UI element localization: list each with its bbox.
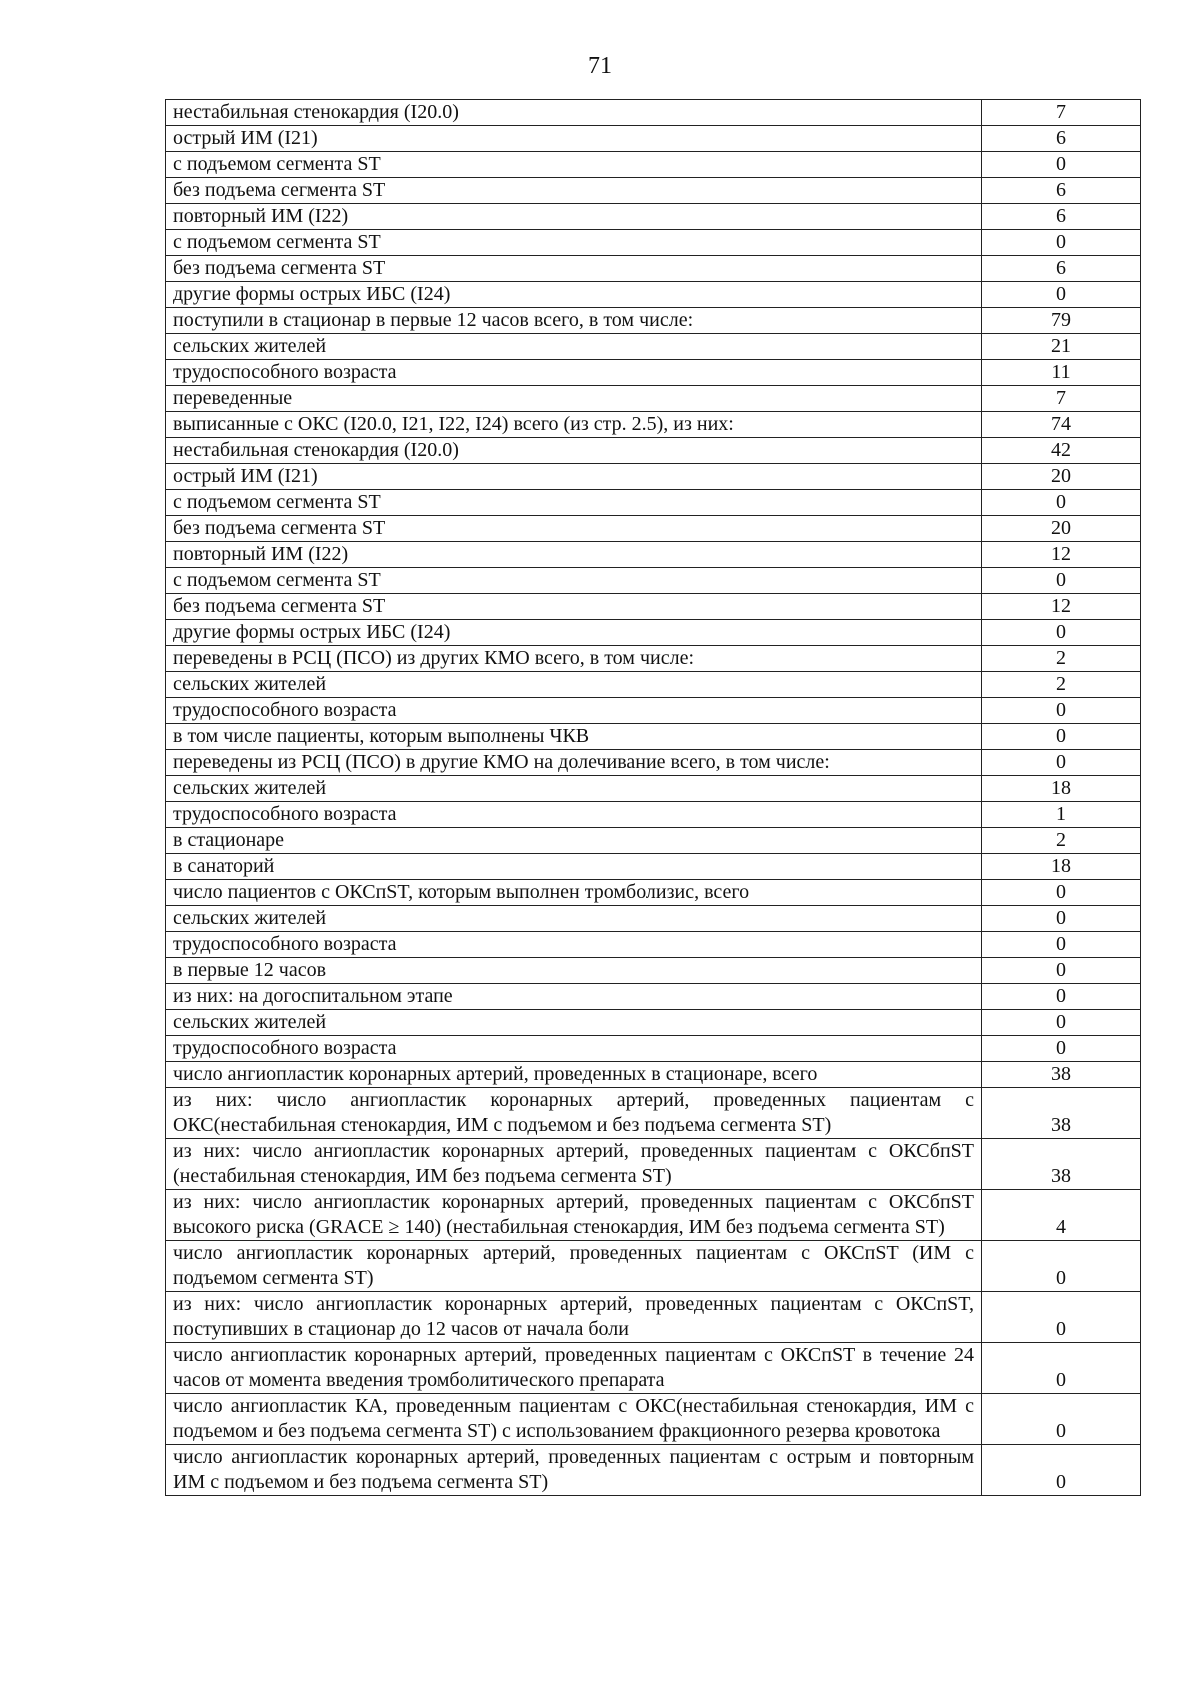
table-row [166, 958, 1141, 984]
row-label: без подъема сегмента ST [166, 256, 982, 282]
table-row [166, 1088, 1141, 1139]
row-value: 0 [982, 152, 1141, 178]
table-row [166, 1139, 1141, 1190]
table-row [166, 282, 1141, 308]
row-value: 0 [982, 932, 1141, 958]
row-label: в стационаре [166, 828, 982, 854]
row-value: 0 [982, 230, 1141, 256]
table-row [166, 932, 1141, 958]
row-label: сельских жителей [166, 906, 982, 932]
table-row [166, 386, 1141, 412]
row-label: число ангиопластик КА, проведенным пациентам с ОКС(нестабильная стенокардия, ИМ с подъемом и без подъема сегмента ST) с использованием фракционного резерва кровотока [166, 1394, 982, 1445]
table-row [166, 672, 1141, 698]
row-value: 0 [982, 1036, 1141, 1062]
table-row [166, 594, 1141, 620]
table-row [166, 802, 1141, 828]
row-label: с подъемом сегмента ST [166, 490, 982, 516]
table-row [166, 100, 1141, 126]
row-label: число ангиопластик коронарных артерий, проведенных в стационаре, всего [166, 1062, 982, 1088]
row-value: 38 [982, 1088, 1141, 1139]
row-value: 74 [982, 412, 1141, 438]
row-label: переведены из РСЦ (ПСО) в другие КМО на долечивание всего, в том числе: [166, 750, 982, 776]
row-value: 0 [982, 1394, 1141, 1445]
row-label: поступили в стационар в первые 12 часов всего, в том числе: [166, 308, 982, 334]
row-label: без подъема сегмента ST [166, 178, 982, 204]
row-value: 0 [982, 906, 1141, 932]
table-row [166, 1062, 1141, 1088]
table-row [166, 1445, 1141, 1496]
table-row [166, 854, 1141, 880]
row-value: 2 [982, 828, 1141, 854]
row-value: 12 [982, 594, 1141, 620]
row-value: 11 [982, 360, 1141, 386]
row-value: 0 [982, 750, 1141, 776]
row-label: другие формы острых ИБС (I24) [166, 620, 982, 646]
row-label: из них: число ангиопластик коронарных артерий, проведенных пациентам с ОКСбпST высокого риска (GRACE ≥ 140) (нестабильная стенокардия, ИМ без подъема сегмента ST) [166, 1190, 982, 1241]
row-label: в санаторий [166, 854, 982, 880]
row-label: из них: число ангиопластик коронарных артерий, проведенных пациентам с ОКСпST, поступивших в стационар до 12 часов от начала боли [166, 1292, 982, 1343]
row-value: 0 [982, 698, 1141, 724]
row-label: нестабильная стенокардия (I20.0) [166, 100, 982, 126]
row-label: в том числе пациенты, которым выполнены ЧКВ [166, 724, 982, 750]
row-label: повторный ИМ (I22) [166, 204, 982, 230]
row-label: число ангиопластик коронарных артерий, проведенных пациентам с ОКСпST в течение 24 часов от момента введения тромболитического препарата [166, 1343, 982, 1394]
row-label: трудоспособного возраста [166, 802, 982, 828]
row-label: трудоспособного возраста [166, 698, 982, 724]
table-row [166, 906, 1141, 932]
row-label: сельских жителей [166, 1010, 982, 1036]
row-label: число ангиопластик коронарных артерий, проведенных пациентам с острым и повторным ИМ с подъемом и без подъема сегмента ST) [166, 1445, 982, 1496]
row-value: 18 [982, 776, 1141, 802]
table-row [166, 1036, 1141, 1062]
row-label: острый ИМ (I21) [166, 464, 982, 490]
row-value: 0 [982, 490, 1141, 516]
report-table [165, 99, 1141, 1496]
row-value: 6 [982, 204, 1141, 230]
row-value: 0 [982, 984, 1141, 1010]
table-row [166, 126, 1141, 152]
row-value: 6 [982, 178, 1141, 204]
row-label: переведены в РСЦ (ПСО) из других КМО всего, в том числе: [166, 646, 982, 672]
row-label: в первые 12 часов [166, 958, 982, 984]
row-value: 0 [982, 880, 1141, 906]
table-row [166, 412, 1141, 438]
row-value: 21 [982, 334, 1141, 360]
row-value: 0 [982, 1445, 1141, 1496]
row-label: трудоспособного возраста [166, 932, 982, 958]
row-value: 20 [982, 516, 1141, 542]
row-label: сельских жителей [166, 776, 982, 802]
table-row [166, 1343, 1141, 1394]
page-number: 71 [588, 53, 612, 79]
row-label: повторный ИМ (I22) [166, 542, 982, 568]
row-value: 0 [982, 1292, 1141, 1343]
table-row [166, 438, 1141, 464]
row-label: без подъема сегмента ST [166, 594, 982, 620]
report-table-body [166, 100, 1141, 1496]
table-row [166, 178, 1141, 204]
row-label: переведенные [166, 386, 982, 412]
row-value: 0 [982, 958, 1141, 984]
table-row [166, 750, 1141, 776]
row-value: 0 [982, 282, 1141, 308]
row-label: сельских жителей [166, 334, 982, 360]
table-row [166, 568, 1141, 594]
table-row [166, 1241, 1141, 1292]
table-row [166, 1190, 1141, 1241]
row-label: выписанные с ОКС (I20.0, I21, I22, I24) всего (из стр. 2.5), из них: [166, 412, 982, 438]
row-value: 18 [982, 854, 1141, 880]
row-value: 0 [982, 724, 1141, 750]
table-row [166, 828, 1141, 854]
row-value: 42 [982, 438, 1141, 464]
table-row [166, 490, 1141, 516]
row-value: 7 [982, 386, 1141, 412]
row-value: 1 [982, 802, 1141, 828]
row-label: трудоспособного возраста [166, 360, 982, 386]
table-row [166, 620, 1141, 646]
row-label: острый ИМ (I21) [166, 126, 982, 152]
row-value: 0 [982, 620, 1141, 646]
row-label: с подъемом сегмента ST [166, 230, 982, 256]
table-row [166, 516, 1141, 542]
table-row [166, 230, 1141, 256]
row-value: 4 [982, 1190, 1141, 1241]
table-row [166, 724, 1141, 750]
table-row [166, 698, 1141, 724]
row-label: с подъемом сегмента ST [166, 568, 982, 594]
table-row [166, 542, 1141, 568]
row-value: 12 [982, 542, 1141, 568]
table-row [166, 256, 1141, 282]
table-row [166, 880, 1141, 906]
row-label: число ангиопластик коронарных артерий, проведенных пациентам с ОКСпST (ИМ с подъемом сегмента ST) [166, 1241, 982, 1292]
row-value: 0 [982, 1241, 1141, 1292]
row-value: 7 [982, 100, 1141, 126]
table-row [166, 1394, 1141, 1445]
row-value: 6 [982, 126, 1141, 152]
table-row [166, 984, 1141, 1010]
row-label: другие формы острых ИБС (I24) [166, 282, 982, 308]
row-value: 2 [982, 672, 1141, 698]
table-row [166, 334, 1141, 360]
table-row [166, 646, 1141, 672]
row-value: 0 [982, 568, 1141, 594]
row-label: сельских жителей [166, 672, 982, 698]
table-row [166, 776, 1141, 802]
table-row [166, 1292, 1141, 1343]
row-value: 20 [982, 464, 1141, 490]
row-label: без подъема сегмента ST [166, 516, 982, 542]
row-label: число пациентов с ОКСпST, которым выполнен тромболизис, всего [166, 880, 982, 906]
row-value: 38 [982, 1062, 1141, 1088]
row-value: 38 [982, 1139, 1141, 1190]
table-row [166, 204, 1141, 230]
row-value: 0 [982, 1343, 1141, 1394]
table-row [166, 308, 1141, 334]
table-row [166, 464, 1141, 490]
row-value: 0 [982, 1010, 1141, 1036]
row-value: 79 [982, 308, 1141, 334]
row-label: из них: на догоспитальном этапе [166, 984, 982, 1010]
table-row [166, 152, 1141, 178]
row-value: 6 [982, 256, 1141, 282]
table-row [166, 1010, 1141, 1036]
row-label: из них: число ангиопластик коронарных артерий, проведенных пациентам с ОКС(нестабильная стенокардия, ИМ с подъемом и без подъема сегмента ST) [166, 1088, 982, 1139]
row-label: нестабильная стенокардия (I20.0) [166, 438, 982, 464]
row-label: трудоспособного возраста [166, 1036, 982, 1062]
table-row [166, 360, 1141, 386]
row-label: с подъемом сегмента ST [166, 152, 982, 178]
row-label: из них: число ангиопластик коронарных артерий, проведенных пациентам с ОКСбпST (нестабильная стенокардия, ИМ без подъема сегмента ST) [166, 1139, 982, 1190]
row-value: 2 [982, 646, 1141, 672]
